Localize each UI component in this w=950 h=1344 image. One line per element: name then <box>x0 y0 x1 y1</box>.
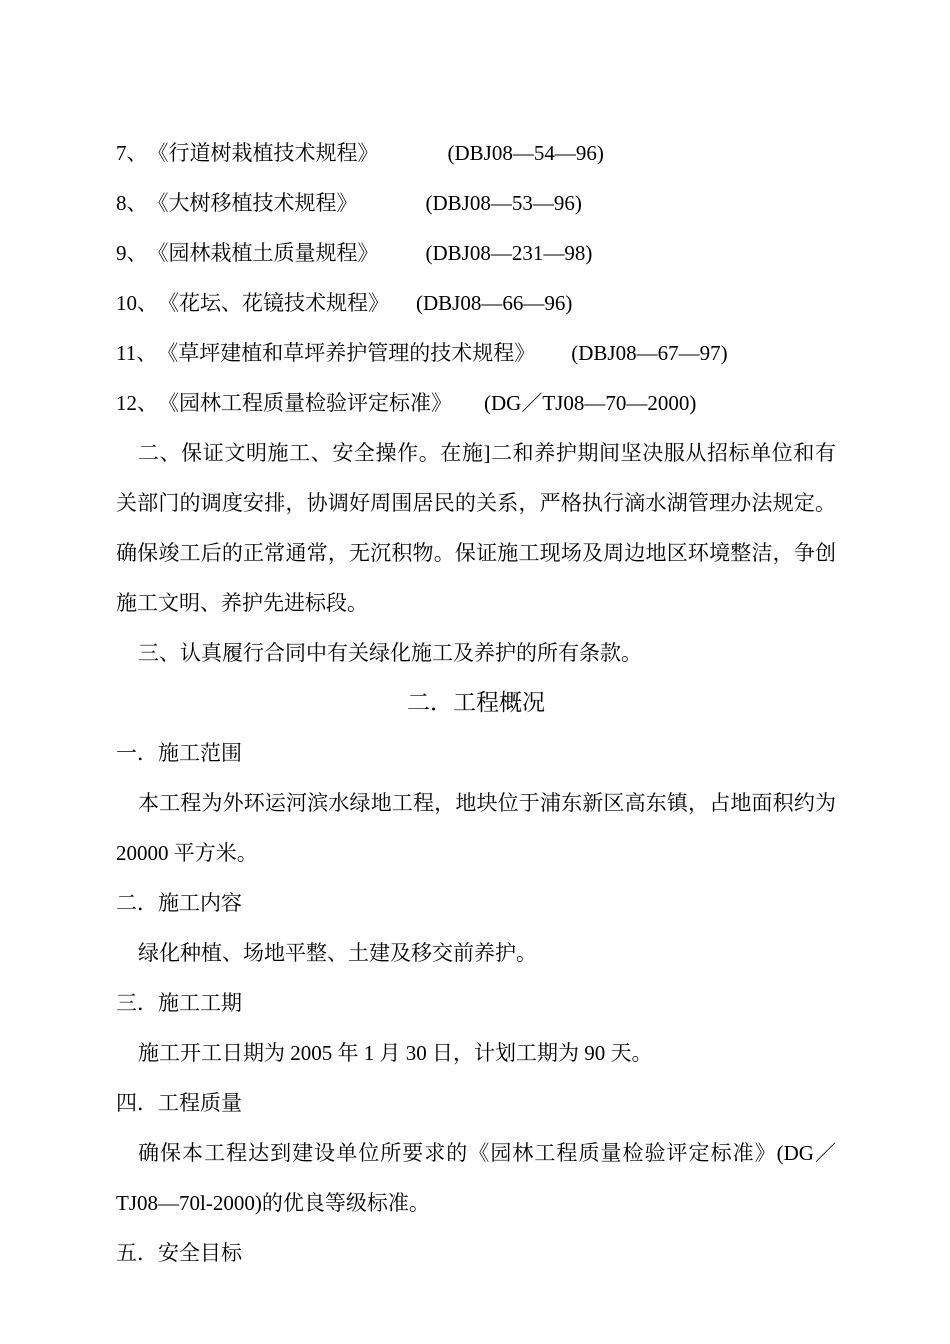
item-text-content: 绿化种植、场地平整、土建及移交前养护。 <box>138 941 537 965</box>
item-label-scope: 一．施工范围 <box>116 741 242 765</box>
item-label-content: 二．施工内容 <box>116 891 242 915</box>
reference-number: 11、 <box>116 341 158 365</box>
reference-code: (DBJ08—67—97) <box>571 341 728 365</box>
item-label-quality: 四．工程质量 <box>116 1091 242 1115</box>
reference-title: 《草坪建植和草坪养护管理的技术规程》 <box>157 341 536 365</box>
reference-item-12 <box>116 378 836 428</box>
reference-number: 10、 <box>116 291 158 315</box>
reference-code: (DG／TJ08—70—2000) <box>484 391 697 415</box>
item-text-quality: 确保本工程达到建设单位所要求的《园林工程质量检验评定标准》(DG／TJ08—70l-2000)的优良等级标准。 <box>116 1141 836 1215</box>
reference-item-10 <box>116 278 836 328</box>
reference-item-11 <box>116 328 836 378</box>
reference-title: 《行道树栽植技术规程》 <box>147 141 379 165</box>
reference-item-8 <box>116 178 836 228</box>
reference-number: 7、 <box>116 141 148 165</box>
reference-title: 《花坛、花镜技术规程》 <box>158 291 389 315</box>
reference-title: 《园林工程质量检验评定标准》 <box>158 391 452 415</box>
reference-title: 《园林栽植土质量规程》 <box>147 241 379 265</box>
paragraph-civilized-construction: 二、保证文明施工、安全操作。在施]二和养护期间坚决服从招标单位和有关部门的调度安排，协调好周围居民的关系，严格执行滴水湖管理办法规定。确保竣工后的正常通常，无沉积物。保证施工现场及周边地区环境整洁，争创施工文明、养护先进标段。 <box>116 441 836 615</box>
reference-item-7 <box>116 128 836 178</box>
section-title: 二．工程概况 <box>407 690 545 715</box>
reference-number: 12、 <box>116 391 158 415</box>
document-body <box>116 128 836 1278</box>
reference-code: (DBJ08—54—96) <box>447 141 604 165</box>
item-text-schedule: 施工开工日期为 2005 年 1 月 30 日，计划工期为 90 天。 <box>138 1041 653 1065</box>
reference-code: (DBJ08—53—96) <box>425 191 582 215</box>
reference-title: 《大树移植技术规程》 <box>147 191 358 215</box>
reference-number: 9、 <box>116 241 148 265</box>
item-label-schedule: 三．施工工期 <box>116 991 242 1015</box>
reference-code: (DBJ08—231—98) <box>425 241 593 265</box>
item-label-safety: 五．安全目标 <box>116 1241 242 1265</box>
item-text-scope: 本工程为外环运河滨水绿地工程，地块位于浦东新区高东镇，占地面积约为 20000 平方米。 <box>116 791 836 865</box>
paragraph-contract-terms: 三、认真履行合同中有关绿化施工及养护的所有条款。 <box>138 641 642 665</box>
reference-number: 8、 <box>116 191 148 215</box>
reference-code: (DBJ08—66—96) <box>416 291 573 315</box>
reference-item-9 <box>116 228 836 278</box>
